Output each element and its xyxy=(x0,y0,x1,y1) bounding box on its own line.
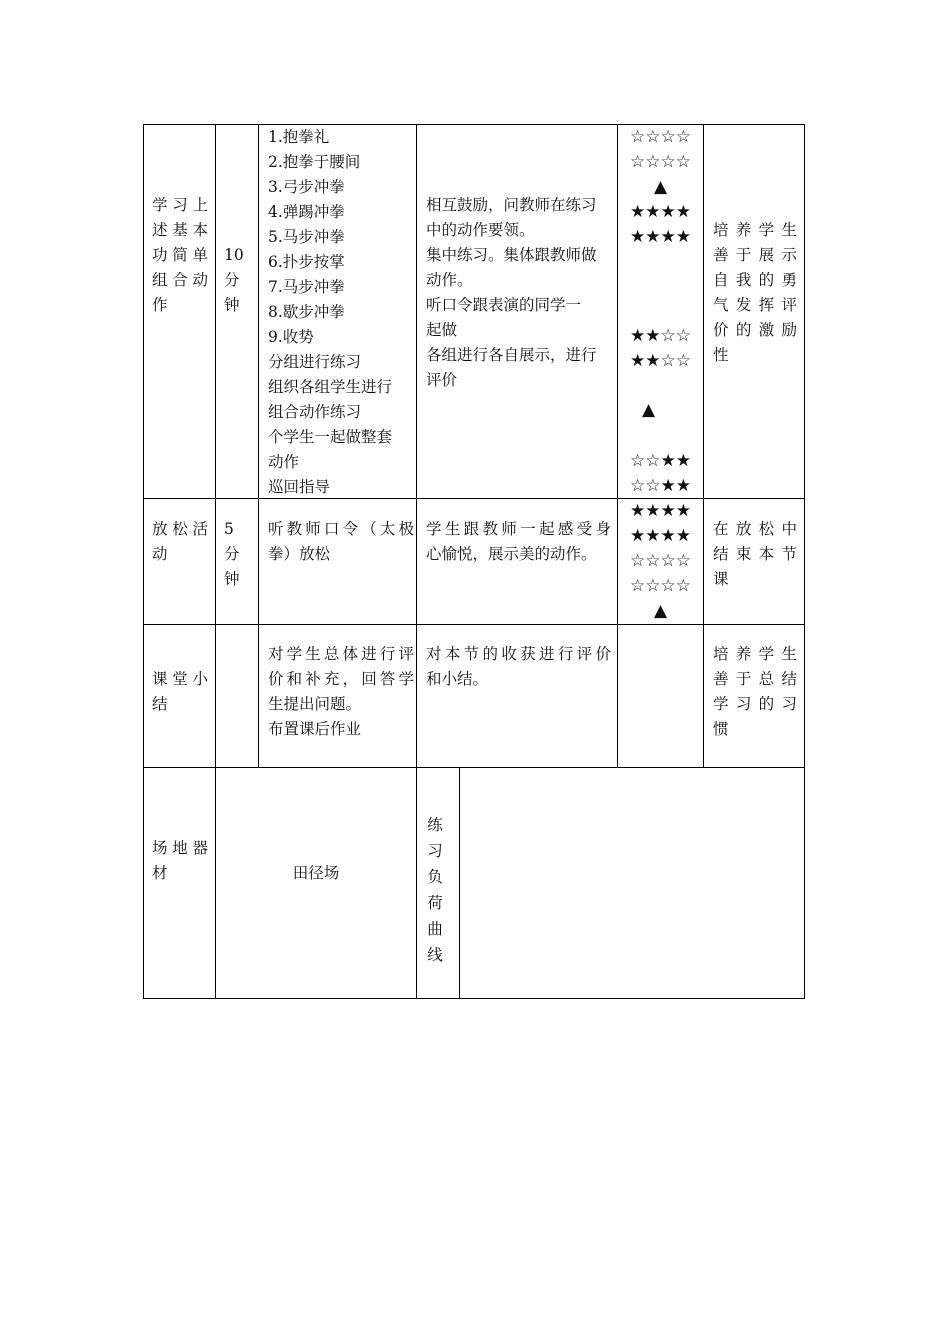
learn-title-line: 功简单 xyxy=(152,246,208,264)
formation-row: ★★★★ xyxy=(630,501,691,521)
relax-formation xyxy=(618,499,703,624)
formation-row: ★★★★ xyxy=(630,227,691,247)
learn-goal xyxy=(713,218,797,368)
learn-duration-line: 钟 xyxy=(224,296,240,314)
learn-formation-top xyxy=(618,125,703,250)
teacher-step: 听教师口令（太极 xyxy=(268,520,414,538)
teacher-step: 4.弹踢冲拳 xyxy=(268,203,345,221)
teacher-step: 巡回指导 xyxy=(268,478,331,496)
formation-row: ☆☆☆☆ xyxy=(630,551,691,571)
learn-duration-line: 10 xyxy=(224,246,244,264)
teacher-step: 5.马步冲拳 xyxy=(268,228,345,246)
teacher-step: 1.抱拳礼 xyxy=(268,128,330,146)
venue-value xyxy=(216,861,416,886)
student-activity-line: 集中练习。集体跟教师做 xyxy=(426,246,597,264)
student-activity-line: 心愉悦，展示美的动作。 xyxy=(426,545,597,563)
goal-line: 结束本节 xyxy=(713,545,797,563)
formation-row: ☆☆☆☆ xyxy=(630,127,691,147)
learn-teacher-activity xyxy=(268,125,414,500)
load-curve-area xyxy=(460,768,804,998)
goal-line: 性 xyxy=(713,346,729,364)
teacher-step: 拳）放松 xyxy=(268,545,331,563)
row-divider-relax-summary xyxy=(143,624,805,625)
formation-row: ★★☆☆ xyxy=(630,326,691,346)
curve-label-char: 练 xyxy=(427,816,443,834)
formation-row: ☆☆☆☆ xyxy=(630,152,691,172)
student-activity-line: 评价 xyxy=(426,371,458,389)
teacher-position-triangle: ▲ xyxy=(653,601,668,621)
student-activity-line: 学生跟教师一起感受身 xyxy=(426,520,611,538)
learn-title xyxy=(152,193,208,318)
curve-label-char: 负 xyxy=(427,868,443,886)
learn-duration-line: 分 xyxy=(224,271,240,289)
teacher-step: 动作 xyxy=(268,453,300,471)
teacher-step: 价和补充，回答学 xyxy=(268,670,414,688)
learn-formation-middle xyxy=(618,324,703,374)
curve-label-char: 荷 xyxy=(427,894,443,912)
table-border-right xyxy=(804,124,805,999)
relax-teacher-activity xyxy=(268,517,414,567)
formation-row: ★★☆☆ xyxy=(630,351,691,371)
student-activity-line: 各组进行各自展示，进行 xyxy=(426,346,597,364)
learn-title-line: 述基本 xyxy=(152,221,208,239)
student-activity-line: 动作。 xyxy=(426,271,473,289)
student-activity-line: 对本节的收获进行评价 xyxy=(426,645,611,663)
relax-title xyxy=(152,517,208,567)
teacher-step: 分组进行练习 xyxy=(268,353,362,371)
goal-line: 价的激励 xyxy=(713,321,797,339)
venue-name: 田径场 xyxy=(292,864,340,882)
relax-title-line: 动 xyxy=(152,545,168,563)
goal-line: 学习的习 xyxy=(713,695,797,713)
table-border-top xyxy=(143,124,805,125)
summary-title-line: 结 xyxy=(152,695,168,713)
relax-student-activity xyxy=(426,517,611,567)
teacher-step: 9.收势 xyxy=(268,328,314,346)
teacher-step: 2.抱拳于腰间 xyxy=(268,153,361,171)
summary-goal xyxy=(713,642,797,742)
curve-label-char: 习 xyxy=(427,842,443,860)
teacher-position-triangle: ▲ xyxy=(641,400,656,420)
summary-title-line: 课堂小 xyxy=(152,670,208,688)
goal-line: 在放松中 xyxy=(713,520,797,538)
formation-row: ★★★★ xyxy=(630,202,691,222)
relax-duration-line: 分 xyxy=(224,545,240,563)
goal-line: 善于展示 xyxy=(713,246,797,264)
learn-formation-triangle xyxy=(606,398,691,423)
formation-row: ★★★★ xyxy=(630,526,691,546)
relax-duration-line: 钟 xyxy=(224,570,240,588)
teacher-step: 布置课后作业 xyxy=(268,720,362,738)
teacher-step: 3.弓步冲拳 xyxy=(268,178,345,196)
teacher-step: 7.马步冲拳 xyxy=(268,278,345,296)
relax-title-line: 放松活 xyxy=(152,520,208,538)
student-activity-line: 听口令跟表演的同学一 xyxy=(426,296,582,314)
student-activity-line: 中的动作要领。 xyxy=(426,221,535,239)
teacher-step: 8.歇步冲拳 xyxy=(268,303,345,321)
learn-title-line: 组合动 xyxy=(152,271,208,289)
teacher-step: 组织各组学生进行 xyxy=(268,378,393,396)
venue-title-line: 材 xyxy=(152,864,168,882)
column-divider-5 xyxy=(703,124,704,768)
summary-title xyxy=(152,667,208,717)
teacher-step: 对学生总体进行评 xyxy=(268,645,414,663)
venue-title-line: 场地器 xyxy=(152,839,208,857)
learn-duration xyxy=(224,243,254,318)
goal-line: 培养学生 xyxy=(713,645,797,663)
goal-line: 培养学生 xyxy=(713,221,797,239)
student-activity-line: 相互鼓励，问教师在练习 xyxy=(426,196,597,214)
summary-student-activity xyxy=(426,642,611,692)
teacher-step: 个学生一起做整套 xyxy=(268,428,393,446)
goal-line: 惯 xyxy=(713,720,729,738)
relax-duration xyxy=(224,517,254,592)
venue-title xyxy=(152,836,208,886)
table-border-left xyxy=(143,124,144,999)
learn-student-activity xyxy=(426,193,611,393)
formation-row: ☆☆☆☆ xyxy=(630,576,691,596)
goal-line: 气发挥评 xyxy=(713,296,797,314)
relax-duration-line: 5 xyxy=(224,520,234,538)
goal-line: 课 xyxy=(713,570,729,588)
learn-formation-bottom xyxy=(618,449,703,499)
curve-label-char: 曲 xyxy=(427,920,443,938)
goal-line: 自我的勇 xyxy=(713,271,797,289)
table-border-bottom xyxy=(143,998,805,999)
load-curve-label xyxy=(417,812,453,968)
learn-title-line: 学习上 xyxy=(152,196,208,214)
formation-row: ☆☆★★ xyxy=(630,451,691,471)
goal-line: 善于总结 xyxy=(713,670,797,688)
summary-teacher-activity xyxy=(268,642,414,742)
teacher-step: 组合动作练习 xyxy=(268,403,362,421)
relax-goal xyxy=(713,517,797,592)
learn-title-line: 作 xyxy=(152,296,168,314)
curve-label-char: 线 xyxy=(427,946,443,964)
student-activity-line: 和小结。 xyxy=(426,670,489,688)
row-divider-learn-relax xyxy=(143,498,805,499)
teacher-step: 6.扑步按掌 xyxy=(268,253,345,271)
student-activity-line: 起做 xyxy=(426,321,458,339)
column-divider-2 xyxy=(258,124,259,768)
teacher-position-triangle: ▲ xyxy=(653,177,668,197)
teacher-step: 生提出问题。 xyxy=(268,695,362,713)
formation-row: ☆☆★★ xyxy=(630,476,691,496)
